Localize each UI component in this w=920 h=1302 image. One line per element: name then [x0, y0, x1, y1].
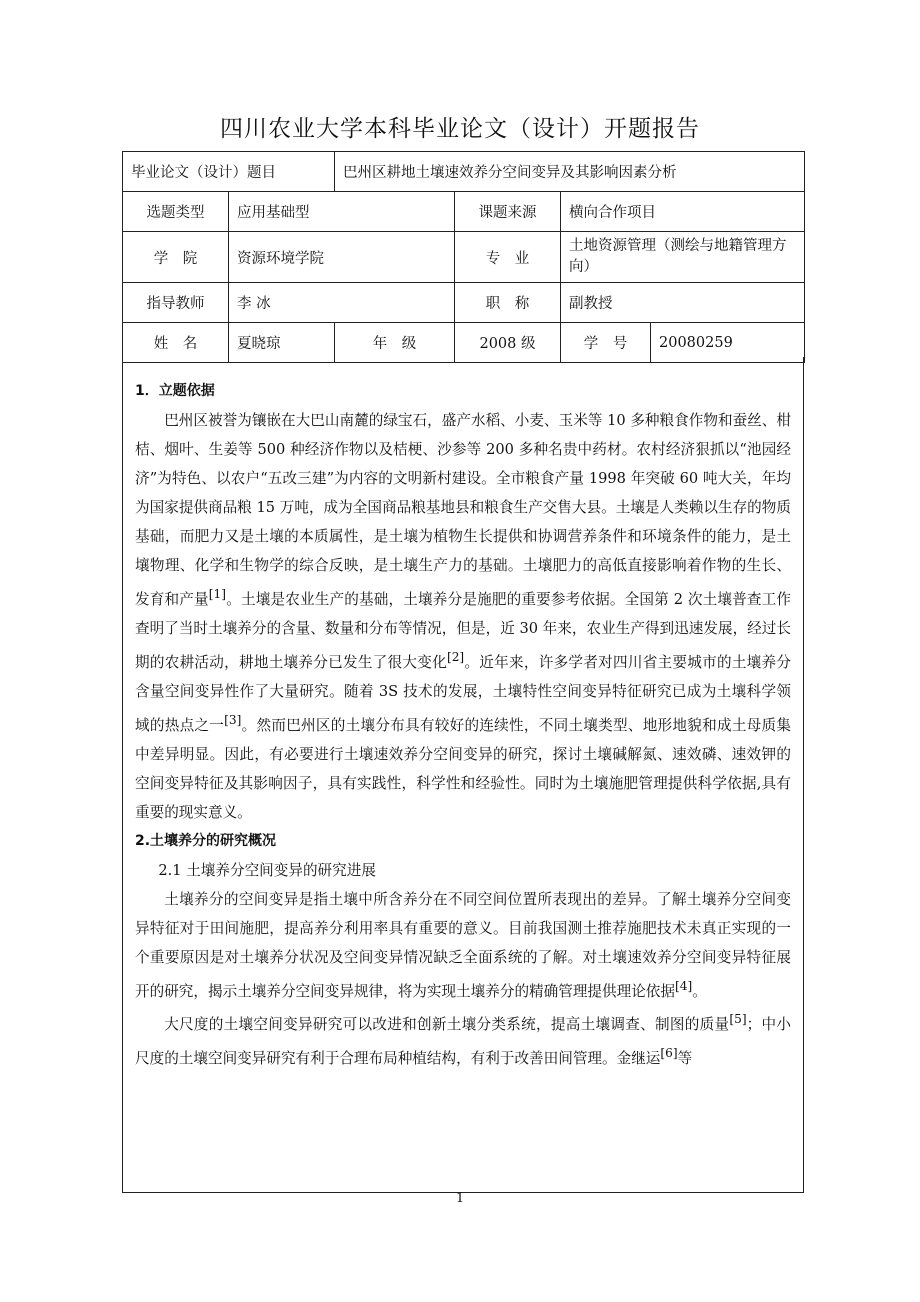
s2-text-2: 大尺度的土壤空间变异研究可以改进和创新土壤分类系统，提高土壤调查、制图的质量 — [164, 1016, 730, 1034]
report-body — [122, 357, 804, 1193]
topic-row — [123, 152, 805, 192]
title-value: 副教授 — [561, 283, 805, 323]
citation-6: [6] — [660, 1046, 678, 1061]
type-label: 选题类型 — [123, 192, 229, 232]
document-title: 四川农业大学本科毕业论文（设计）开题报告 — [220, 116, 700, 142]
name-value: 夏晓琼 — [229, 323, 335, 363]
s2-text-2b: ；中小尺度的土壤空间变异研究有利于合理布局种植结构，有利于改善田间管理。金继运 — [135, 1016, 791, 1068]
advisor-value: 李 冰 — [229, 283, 455, 323]
page-number: 1 — [455, 1191, 465, 1206]
citation-5: [5] — [729, 1012, 747, 1027]
s1-text-2: 。土壤是农业生产的基础，土壤养分是施肥的重要参考依据。全国第 2 次土壤普查工作查明了当时土壤养分的含量、数量和分布等情况，但是，近 30 年来，农业生产得到迅速发展，经过长期的农耕活动，耕地土壤养分已发生了很大变化 — [135, 590, 791, 671]
source-label: 课题来源 — [455, 192, 561, 232]
type-value: 应用基础型 — [229, 192, 455, 232]
citation-4: [4] — [674, 978, 693, 993]
source-value: 横向合作项目 — [561, 192, 805, 232]
section-2-heading: 2.土壤养分的研究概况 — [135, 832, 277, 849]
s1-text-4: 。然而巴州区的土壤分布具有较好的连续性，不同土壤类型、地形地貌和成土母质集中差异明显。因此，有必要进行土壤速效养分空间变异的研究，探讨土壤碱解氮、速效磷、速效钾的空间变异特征及其影响因子，具有实践性，科学性和经验性。同时为土壤施肥管理提供科学依据,具有重要的现实意义。 — [135, 716, 791, 821]
college-value: 资源环境学院 — [229, 232, 455, 283]
topic-value: 巴州区耕地土壤速效养分空间变异及其影响因素分析 — [335, 152, 805, 192]
advisor-row — [123, 283, 805, 323]
section-2-1-heading: 2.1 土壤养分空间变异的研究进展 — [158, 861, 376, 879]
section-1-paragraph — [135, 406, 791, 827]
grade-value: 2008 级 — [455, 323, 561, 363]
s1-text-1: 巴州区被誉为镶嵌在大巴山南麓的绿宝石，盛产水稻、小麦、玉米等 10 多种粮食作物和蚕丝、柑桔、烟叶、生姜等 500 种经济作物以及桔梗、沙参等 200 多种名贵中药材。农村经济狠抓以“池园经济”为特色、以农户“五改三建”为内容的文明新村建设。全市粮食产量 1998 年突破 60 吨大关，年均为国家提供商品粮 15 万吨，成为全国商品粮基地县和粮食生产交售大县。土壤是人类赖以生存的物质基础，而肥力又是土壤的本质属性，是土壤为植物生长提供和协调营养条件和环境条件的能力，是土壤物理、化学和生物学的综合反映，是土壤生产力的基础。土壤肥力的高低直接影响着作物的生长、发育和产量 — [135, 412, 791, 608]
id-value: 20080259 — [651, 323, 805, 363]
section-2-paragraph-1 — [135, 885, 791, 1006]
citation-1: [1] — [208, 587, 227, 601]
major-label: 专 业 — [455, 232, 561, 283]
name-label: 姓 名 — [123, 323, 229, 363]
s2-text-2c: 等 — [677, 1050, 693, 1068]
info-table — [122, 151, 805, 363]
advisor-label: 指导教师 — [123, 283, 229, 323]
s1-text-3: 。近年来，许多学者对四川省主要城市的土壤养分含量空间变异性作了大量研究。随着 3S 技术的发展，土壤特性空间变异特征研究已成为土壤科学领域的热点之一 — [135, 653, 791, 734]
major-value: 土地资源管理（测绘与地籍管理方向） — [561, 232, 805, 283]
s2-text-1-end: 。 — [692, 982, 707, 1000]
s2-text-1: 土壤养分的空间变异是指土壤中所含养分在不同空间位置所表现出的差异。了解土壤养分空间变异特征对于田间施肥，提高养分利用率具有重要的意义。目前我国测土推荐施肥技术未真正实现的一个重要原因是对土壤养分状况及空间变异情况缺乏全面系统的了解。对土壤速效养分空间变异特征展开的研究，揭示土壤养分空间变异规律，将为实现土壤养分的精确管理提供理论依据 — [135, 890, 791, 1000]
topic-label: 毕业论文（设计）题目 — [123, 152, 335, 192]
citation-2: [2] — [446, 649, 465, 664]
title-label: 职 称 — [455, 283, 561, 323]
section-2-paragraph-2 — [135, 1005, 791, 1073]
id-label: 学 号 — [561, 323, 651, 363]
grade-label: 年 级 — [335, 323, 455, 363]
college-row — [123, 232, 805, 283]
citation-3: [3] — [224, 712, 242, 727]
college-label: 学 院 — [123, 232, 229, 283]
type-row — [123, 192, 805, 232]
section-1-heading: 1．立题依据 — [135, 383, 215, 399]
